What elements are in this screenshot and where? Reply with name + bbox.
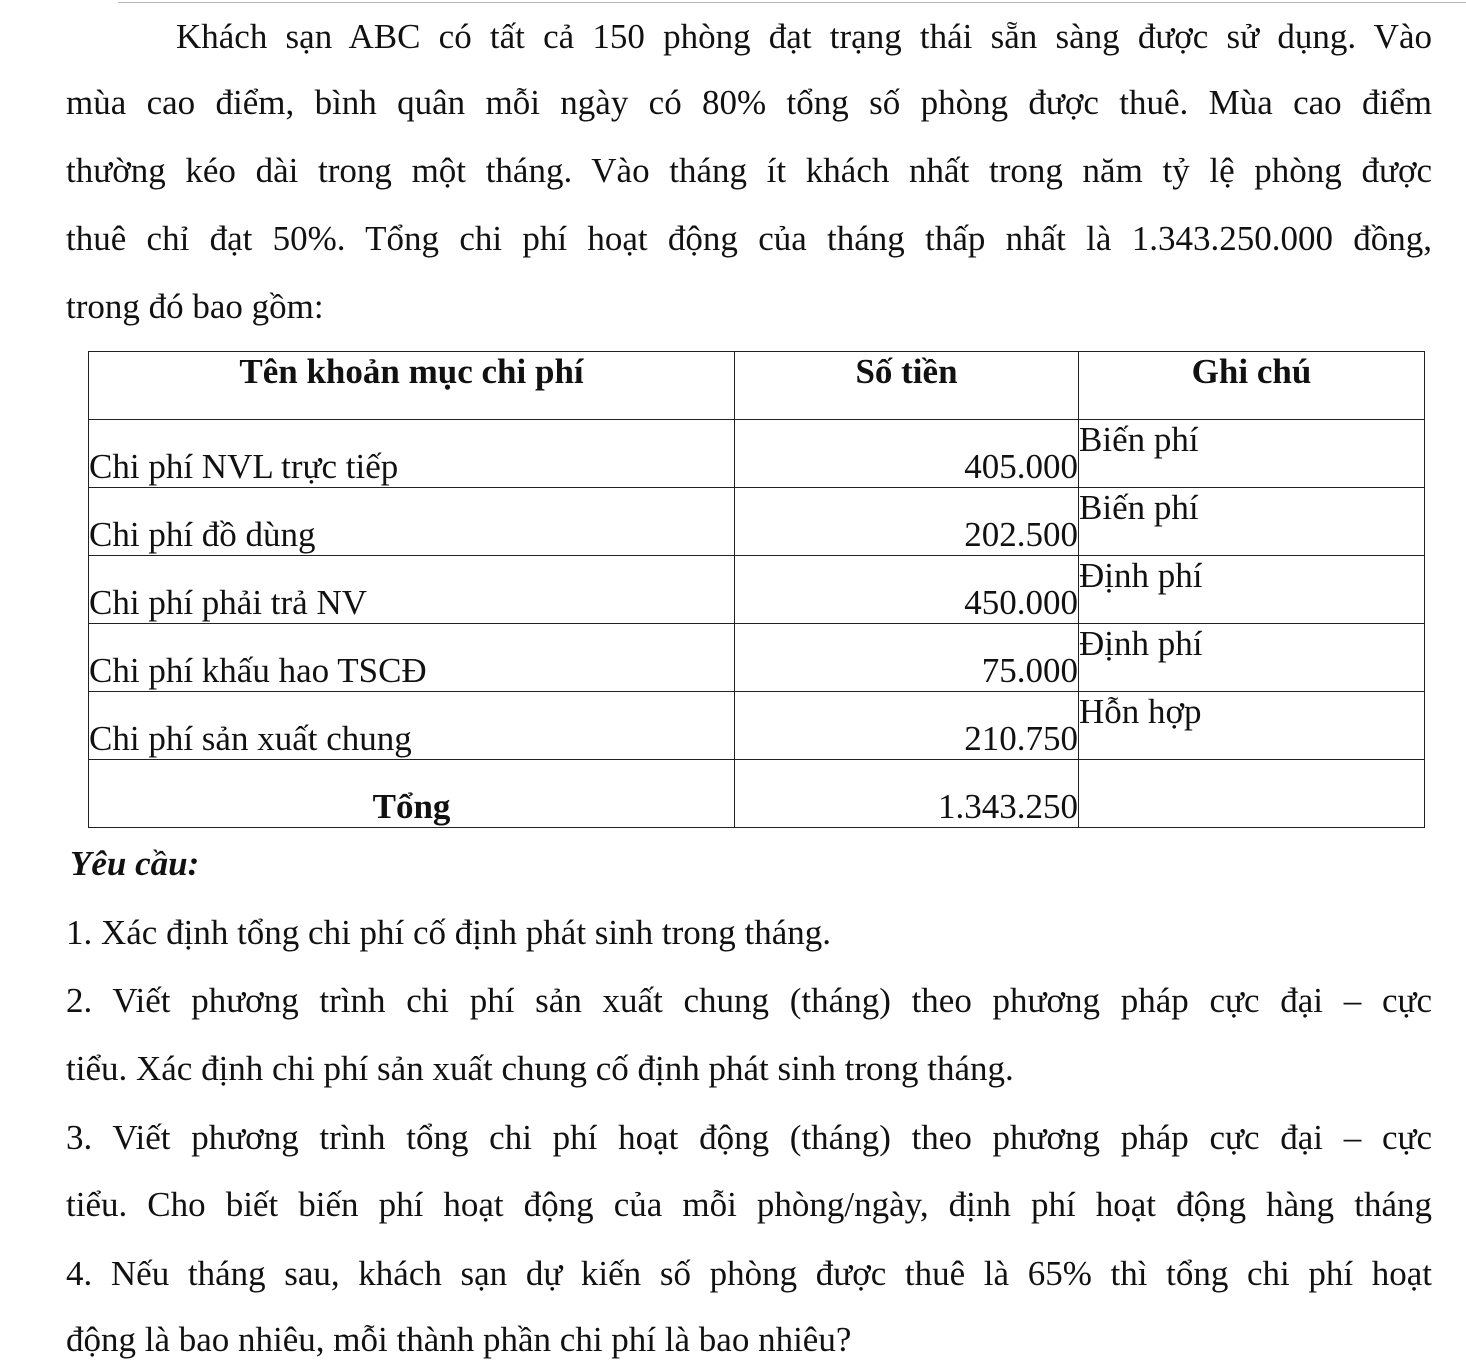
amount-cell: 202.500 <box>735 488 1079 556</box>
note-cell: Định phí <box>1079 556 1425 624</box>
amount-cell: 210.750 <box>735 692 1079 760</box>
requirement-line-6: 4. Nếu tháng sau, khách sạn dự kiến số phòng được thuê là 65% thì tổng chi phí hoạt <box>66 1254 1432 1293</box>
cost-item-cell: Chi phí khấu hao TSCĐ <box>89 624 735 692</box>
cost-item-cell: Chi phí sản xuất chung <box>89 692 735 760</box>
amount-cell: 75.000 <box>735 624 1079 692</box>
intro-line-5: trong đó bao gồm: <box>66 287 324 326</box>
note-cell: Định phí <box>1079 624 1425 692</box>
table-row <box>89 624 1425 692</box>
header-cost-item: Tên khoản mục chi phí <box>89 352 735 420</box>
table-row <box>89 692 1425 760</box>
note-cell: Hỗn hợp <box>1079 692 1425 760</box>
requirements-title: Yêu cầu: <box>70 844 200 883</box>
requirement-line-1: 1. Xác định tổng chi phí cố định phát sinh trong tháng. <box>66 913 832 952</box>
table-row <box>89 420 1425 488</box>
requirement-line-5: tiểu. Cho biết biến phí hoạt động của mỗi phòng/ngày, định phí hoạt động hàng tháng <box>66 1185 1432 1224</box>
note-cell: Biến phí <box>1079 488 1425 556</box>
requirement-line-2: 2. Viết phương trình chi phí sản xuất chung (tháng) theo phương pháp cực đại – cực <box>66 981 1432 1020</box>
total-amount-cell: 1.343.250 <box>735 760 1079 828</box>
amount-cell: 450.000 <box>735 556 1079 624</box>
table-row <box>89 556 1425 624</box>
intro-line-2: mùa cao điểm, bình quân mỗi ngày có 80% tổng số phòng được thuê. Mùa cao điểm <box>66 83 1432 122</box>
amount-cell: 405.000 <box>735 420 1079 488</box>
total-note-cell <box>1079 760 1425 828</box>
table-header-row <box>89 352 1425 420</box>
header-amount: Số tiền <box>735 352 1079 420</box>
intro-line-4: thuê chỉ đạt 50%. Tổng chi phí hoạt động của tháng thấp nhất là 1.343.250.000 đồng, <box>66 219 1432 258</box>
intro-line-1: Khách sạn ABC có tất cả 150 phòng đạt trạng thái sẵn sàng được sử dụng. Vào <box>176 17 1432 56</box>
note-cell: Biến phí <box>1079 420 1425 488</box>
total-label-cell: Tổng <box>89 760 735 828</box>
requirement-line-4: 3. Viết phương trình tổng chi phí hoạt động (tháng) theo phương pháp cực đại – cực <box>66 1118 1432 1157</box>
cost-item-cell: Chi phí phải trả NV <box>89 556 735 624</box>
cost-item-cell: Chi phí NVL trực tiếp <box>89 420 735 488</box>
requirement-line-3: tiểu. Xác định chi phí sản xuất chung cố định phát sinh trong tháng. <box>66 1049 1014 1088</box>
requirement-line-7: động là bao nhiêu, mỗi thành phần chi phí là bao nhiêu? <box>66 1320 852 1359</box>
header-note: Ghi chú <box>1079 352 1425 420</box>
cost-item-cell: Chi phí đồ dùng <box>89 488 735 556</box>
cost-table <box>88 351 1425 828</box>
table-row <box>89 488 1425 556</box>
intro-line-3: thường kéo dài trong một tháng. Vào tháng ít khách nhất trong năm tỷ lệ phòng được <box>66 151 1432 190</box>
top-divider <box>118 2 1466 3</box>
table-total-row <box>89 760 1425 828</box>
